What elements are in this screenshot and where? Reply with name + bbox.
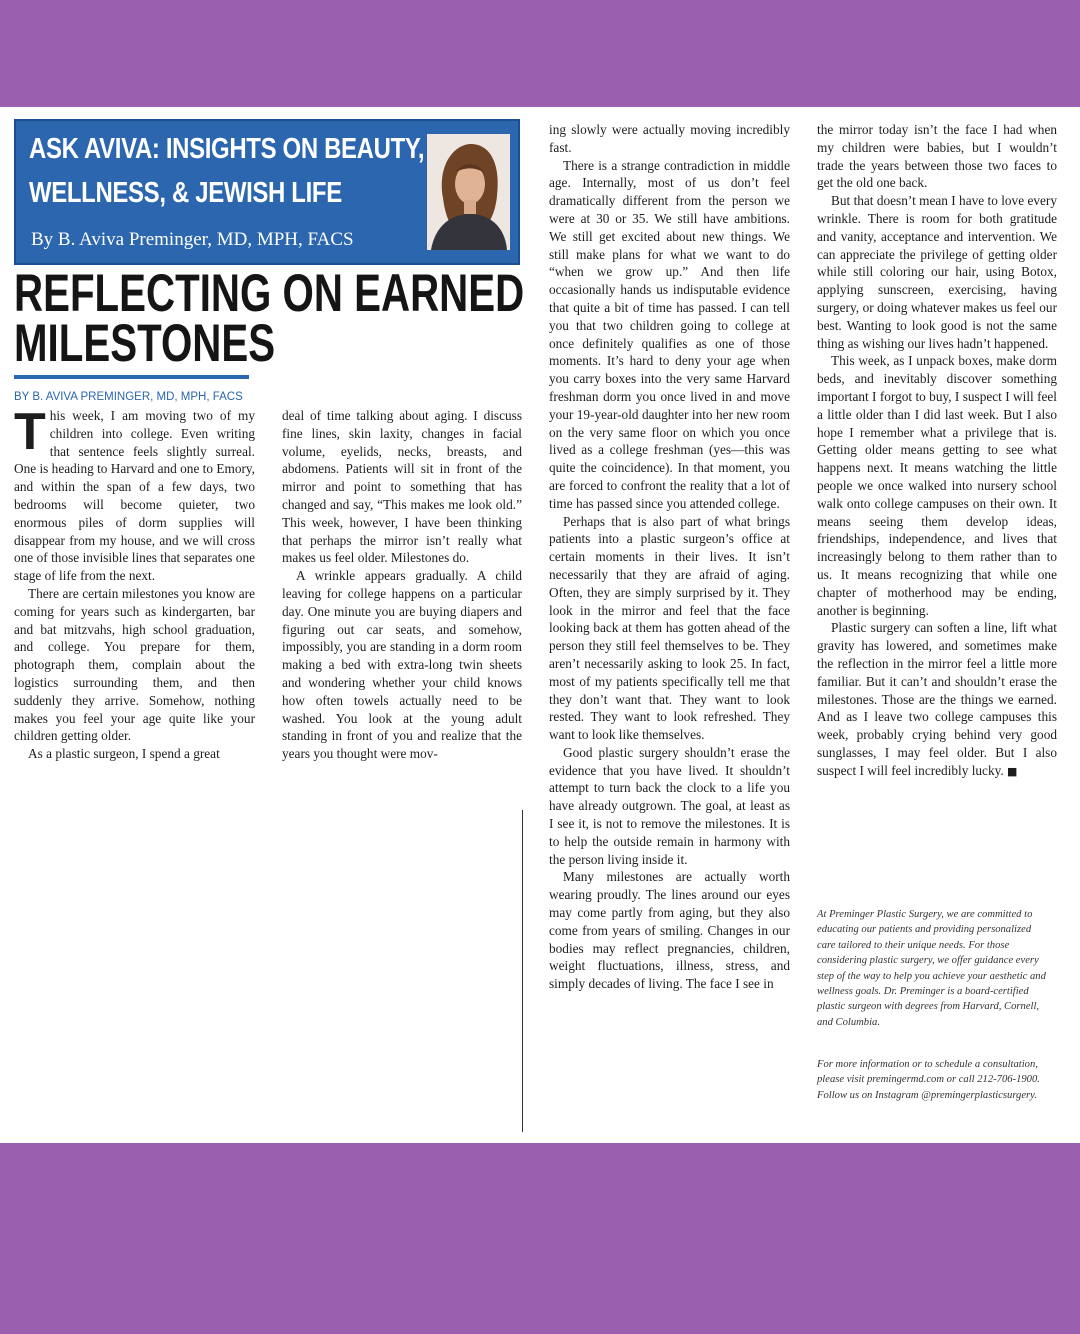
paragraph-text: his week, I am moving two of my children into college. Even writing that sentence feels slightly surreal. One is heading to Harvard and one to Emory, and within the span of a few days, two bedrooms will become quieter, two enormous piles of dorm supplies will disappear from my house, and we will cross one of those invisible lines that separates one stage of life from the next. [14, 408, 255, 584]
column-byline: By B. Aviva Preminger, MD, MPH, FACS [31, 229, 354, 250]
headline-line-1: REFLECTING ON EARNED [14, 264, 525, 323]
article-paragraph: As a plastic surgeon, I spend a great [28, 746, 220, 762]
drop-cap: T [14, 403, 46, 461]
article-column-4 [817, 121, 1057, 780]
byline-divider [14, 375, 249, 379]
bottom-purple-border [0, 1143, 1080, 1334]
article-paragraph: ing slowly were actually moving incredibly fast. [549, 122, 790, 155]
article-paragraph: There are certain milestones you know are coming for years such as kindergarten, bar and bat mitzvahs, high school graduation, and college. You prepare for them, photograph them, complain about the logistics surrounding them, and then suddenly they arrive. Somehow, nothing makes you feel your age quite like your children getting older. [14, 585, 255, 744]
article-paragraph: But that doesn’t mean I have to love every wrinkle. There is room for both gratitude and vanity, acceptance and intervention. We can appreciate the privilege of getting older while still coloring our hair, using Botox, applying sunscreen, exercising, having surgery, or doing whatever makes us feel our best. Wanting to look good is not the same thing as wishing our lives hadn’t happened. [817, 193, 1057, 351]
article-paragraph: This week, as I unpack boxes, make dorm beds, and inevitably discover something important I forgot to buy, I suspect I will feel a little older than I did last week. But I also hope I remember what a privilege that is. Getting older means getting to see what happens next. It means watching the little people we once walked into nursery school walk onto college campuses on their own. It means seeing them develop ideas, friendships, independence, and lives that increasingly belong to them rather than to us. It means recognizing that while one chapter of motherhood may be ending, another is beginning. [817, 353, 1057, 618]
article-headline [14, 264, 525, 373]
article-paragraph [14, 403, 255, 585]
article-paragraph: Perhaps that is also part of what brings patients into a plastic surgeon’s office at certain moments in their lives. It isn’t necessarily that they are afraid of aging. Often, they are simply surprised by it. They look in the mirror and feel that the face looking back at them has gotten ahead of the person they still feel themselves to be. They aren’t necessarily asking to look 25. In fact, most of my patients specifically tell me that they don’t want that. They want to look rested. They want to look refreshed. They want to look like themselves. [549, 513, 790, 743]
top-purple-border [0, 0, 1080, 107]
article-paragraph: Good plastic surgery shouldn’t erase the evidence that you have lived. It shouldn’t attempt to turn back the clock to a life you have already outgrown. The goal, at least as I see it, is not to remove the milestones. It is to help the outside remain in harmony with the person living inside it. [549, 744, 790, 867]
headline-line-2: MILESTONES [14, 314, 276, 373]
article-paragraph: the mirror today isn’t the face I had when my children were babies, but I wouldn’t trade the years between those two faces to get the old one back. [817, 122, 1057, 191]
contact-info-note: For more information or to schedule a consultation, please visit premingermd.com or call 212-706-1900. Follow us on Instagram @premingerplasticsurgery. [817, 1059, 1040, 1101]
article-paragraph: deal of time talking about aging. I discuss fine lines, skin laxity, changes in facial volume, eyelids, necks, breasts, and abdomens. Patients will sit in front of the mirror and point to something that has changed and say, “This makes me look old.” This week, however, I have been thinking that perhaps the mirror isn’t really what makes us feel older. Milestones do. [282, 408, 522, 566]
newspaper-page [0, 107, 1080, 1143]
practice-info-note: At Preminger Plastic Surgery, we are committed to educating our patients and providing personalized care tailored to their unique needs. For those considering plastic surgery, we offer guidance every step of the way to help you achieve your aesthetic and wellness goals. Dr. Preminger is a board-certified plastic surgeon with degrees from Harvard, Cornell, and Columbia. [817, 909, 1046, 1028]
column-divider [522, 810, 523, 1132]
end-mark-icon: ■ [1007, 764, 1018, 778]
article-column-1 [14, 403, 255, 763]
article-paragraph [817, 619, 1057, 780]
column-banner [14, 119, 520, 265]
article-paragraph: A wrinkle appears gradually. A child leaving for college happens on a particular day. One minute you are buying diapers and figuring out car seats, and somehow, impossibly, you are standing in a dorm room making a bed with extra-long twin sheets and wondering whether your child knows how often towels actually need to be washed. You look at the young adult standing in front of you and realize that the years you thought were mov- [282, 568, 522, 762]
paragraph-text: Plastic surgery can soften a line, lift what gravity has lowered, and sometimes make the reflection in the mirror feel a little more familiar. But it can’t and shouldn’t erase the milestones. Those are the things we earned. And as I leave two college campuses this week, probably crying behind very good sunglasses, I may feel older. But I also suspect I will feel incredibly lucky. [817, 620, 1057, 778]
article-byline: BY B. AVIVA PREMINGER, MD, MPH, FACS [14, 391, 243, 403]
article-column-3 [549, 121, 790, 993]
article-column-2 [282, 407, 522, 763]
article-paragraph: There is a strange contradiction in middle age. Internally, most of us don’t feel dramatically different from the person we were at 30 or 35. We still have ambitions. We still get excited about new things. We still make plans for what we want to do “when we grow up.” And then life occasionally hands us indisputable evidence that quite a bit of time has passed. I can tell you that two children going to college at once definitely qualifies as one of those moments. It’s hard to deny your age when you carry boxes into the very same Harvard freshman dorm you once lived in and move your 19-year-old daughter into her new room on the very same floor on which you once lived as a college freshman (yes—this was quite the coincidence). In that moment, you are forced to confront the reality that a lot of time has passed since you attended college. [549, 157, 790, 511]
column-title-line-1: ASK AVIVA: INSIGHTS ON BEAUTY, [29, 133, 425, 165]
column-title-line-2: WELLNESS, & JEWISH LIFE [29, 177, 342, 209]
author-portrait-icon [427, 134, 510, 250]
article-paragraph: Many milestones are actually worth wearing proudly. The lines around our eyes may come partly from aging, but they also come from years of smiling. Changes in our bodies may reflect pregnancies, children, weight fluctuations, illness, stress, and simply decades of living. The face I see in [549, 869, 790, 992]
author-photo [427, 134, 510, 250]
